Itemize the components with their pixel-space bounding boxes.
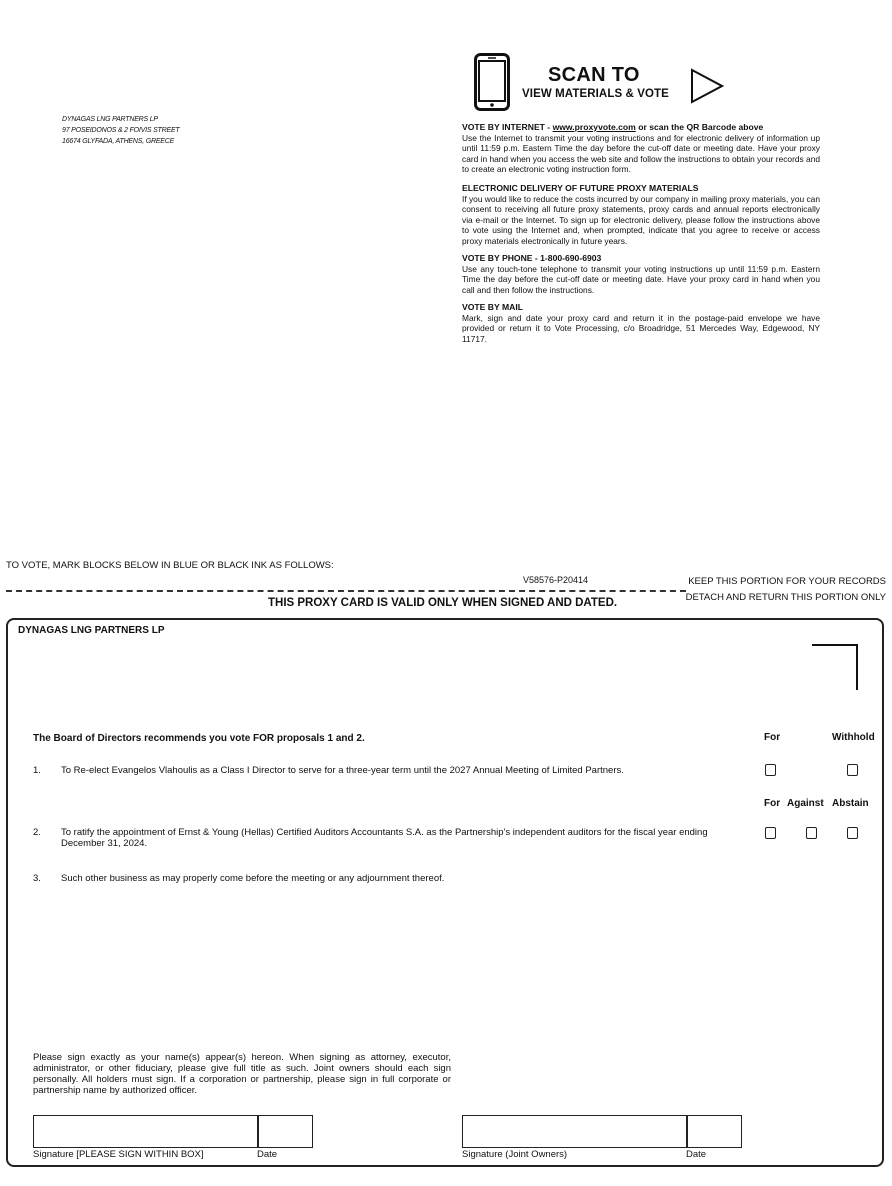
electronic-delivery-heading: ELECTRONIC DELIVERY OF FUTURE PROXY MATERIALS xyxy=(462,183,699,193)
proposal-1-for-checkbox[interactable] xyxy=(765,764,776,776)
p1-header-withhold: Withhold xyxy=(832,732,875,743)
joint-date-box[interactable] xyxy=(686,1115,742,1148)
scan-title: SCAN TO xyxy=(548,64,640,86)
vote-mail-body: Mark, sign and date your proxy card and return it in the postage-paid envelope we have provided or return it to Vote Processing, c/o Broadridge, 51 Mercedes Way, Edgewood, NY 11717. xyxy=(462,312,820,344)
vote-mail-heading: VOTE BY MAIL xyxy=(462,302,523,312)
proposal-2-number: 2. xyxy=(33,827,41,838)
corner-mark xyxy=(812,644,858,690)
vote-internet-body: Use the Internet to transmit your voting instructions and for electronic delivery of information up until 11:59 p.m. Eastern Time the day before the cut-off date or meeting date. Have your proxy card in hand when you access the web site and follow the instructions to obtain your records and to create an electronic voting instruction form. xyxy=(462,132,821,175)
joint-date-label: Date xyxy=(686,1149,707,1160)
detach-portion-label: DETACH AND RETURN THIS PORTION ONLY xyxy=(685,592,886,603)
smartphone-icon xyxy=(474,53,510,111)
scan-subtitle: VIEW MATERIALS & VOTE xyxy=(522,88,669,100)
address-line-1: DYNAGAS LNG PARTNERS LP xyxy=(62,116,158,123)
mailing-address xyxy=(62,114,180,147)
vote-phone-heading: VOTE BY PHONE - 1-800-690-6903 xyxy=(462,253,602,263)
proposal-3-text: Such other business as may properly come before the meeting or any adjournment thereof. xyxy=(61,873,445,884)
proposal-2-against-checkbox[interactable] xyxy=(806,827,817,839)
address-line-2: 97 POSEIDONOS & 2 FOIVIS STREET xyxy=(62,127,180,134)
play-triangle-icon xyxy=(690,68,724,104)
p2-header-against: Against xyxy=(787,798,824,809)
proxyvote-link[interactable]: www.proxyvote.com xyxy=(552,122,636,132)
date-label: Date xyxy=(257,1149,278,1160)
vote-internet-heading: VOTE BY INTERNET - www.proxyvote.com or scan the QR Barcode above xyxy=(462,122,764,132)
control-code: V58576-P20414 xyxy=(523,575,589,585)
board-recommendation: The Board of Directors recommends you vote FOR proposals 1 and 2. xyxy=(33,733,365,744)
address-line-3: 16674 GLYFADA, ATHENS, GREECE xyxy=(62,138,175,145)
proposal-3-number: 3. xyxy=(33,873,41,884)
p1-header-for: For xyxy=(764,732,781,743)
signature-box[interactable] xyxy=(33,1115,259,1148)
marking-instruction: TO VOTE, MARK BLOCKS BELOW IN BLUE OR BLACK INK AS FOLLOWS: xyxy=(6,560,334,571)
detach-line xyxy=(6,590,686,592)
p2-header-abstain: Abstain xyxy=(832,798,869,809)
signing-instructions: Please sign exactly as your name(s) appear(s) hereon. When signing as attorney, executor, administrator, or other fiduciary, please give full title as such. Joint owners should each sign personally. All holders must sign. If a corporation or partnership, please sign in full corporate or partnership name by authorized officer. xyxy=(33,1052,451,1096)
vote-internet-section xyxy=(462,122,820,175)
keep-portion-label: KEEP THIS PORTION FOR YOUR RECORDS xyxy=(688,576,886,587)
proposal-1-text: To Re-elect Evangelos Vlahoulis as a Class I Director to serve for a three-year term until the 2027 Annual Meeting of Limited Partners. xyxy=(61,765,624,776)
valid-notice: THIS PROXY CARD IS VALID ONLY WHEN SIGNED AND DATED. xyxy=(268,597,618,609)
vote-phone-body: Use any touch-tone telephone to transmit your voting instructions up until 11:59 p.m. Eastern Time the day before the cut-off date or meeting date. Have your proxy card in hand when you call and then follow the instructions. xyxy=(462,263,820,295)
proposal-1-withhold-checkbox[interactable] xyxy=(847,764,858,776)
joint-signature-label: Signature (Joint Owners) xyxy=(462,1149,568,1160)
card-company-name: DYNAGAS LNG PARTNERS LP xyxy=(18,625,165,636)
proposal-2-abstain-checkbox[interactable] xyxy=(847,827,858,839)
proposal-1-number: 1. xyxy=(33,765,41,776)
proposal-2-for-checkbox[interactable] xyxy=(765,827,776,839)
date-box[interactable] xyxy=(257,1115,313,1148)
electronic-delivery-section xyxy=(462,183,820,247)
vote-phone-section xyxy=(462,253,820,295)
joint-signature-box[interactable] xyxy=(462,1115,688,1148)
p2-header-for: For xyxy=(764,798,781,809)
vote-mail-section xyxy=(462,302,820,344)
proposal-2-text: To ratify the appointment of Ernst & Young (Hellas) Certified Auditors Accountants S.A. as the Partnership's independent auditors for the fiscal year ending December 31, 2024. xyxy=(61,827,708,849)
signature-label: Signature [PLEASE SIGN WITHIN BOX] xyxy=(33,1149,204,1160)
electronic-delivery-body: If you would like to reduce the costs incurred by our company in mailing proxy materials, you can consent to receiving all future proxy statements, proxy cards and annual reports electronically via e-mail or the Internet. To sign up for electronic delivery, please follow the instructions above to vote using the Internet and, when prompted, indicate that you agree to receive or access proxy materials electronically in future years. xyxy=(462,193,820,246)
